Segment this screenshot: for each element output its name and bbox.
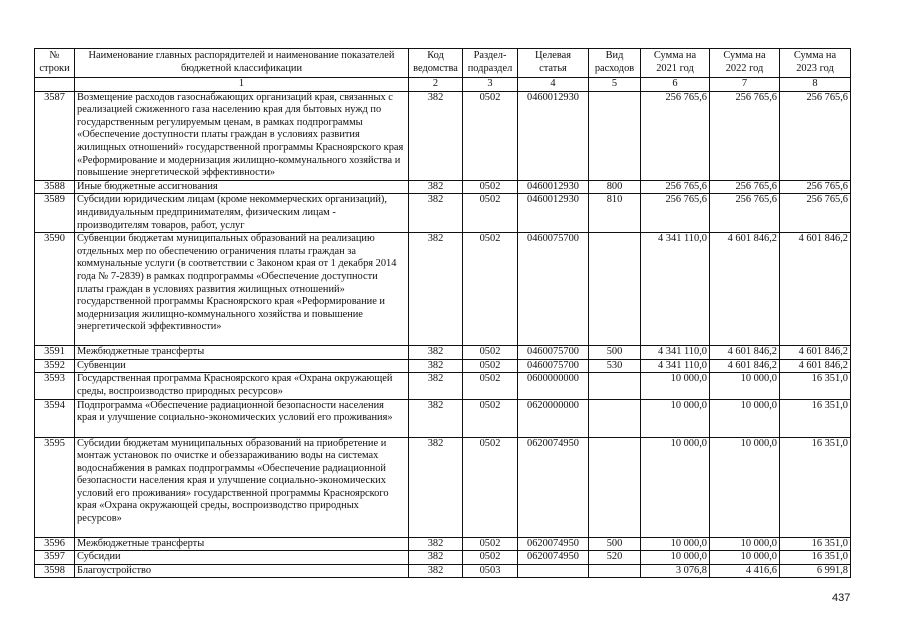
row-name: Межбюджетные трансферты bbox=[75, 346, 409, 360]
row-sum-2021: 10 000,0 bbox=[641, 551, 710, 565]
row-target: 0620074950 bbox=[518, 537, 589, 551]
table-row bbox=[35, 537, 851, 551]
row-target: 0460075700 bbox=[518, 233, 589, 346]
row-expense-type bbox=[589, 233, 641, 346]
row-name: Субвенции бюджетам муниципальных образований на реализацию отдельных мер по обеспечению ограничения платы граждан за коммунальные услуги (в соответствии с Законом края от 1 декабря 2014 года № 7-2839) в рамках подпрограммы «Обеспечение доступности платы граждан в условиях развития жилищных отношений» государственной программы Красноярского края «Реформирование и модернизация жилищно-коммунального хозяйства и повышение энергетической эффективности» bbox=[75, 233, 409, 346]
row-sum-2023: 256 765,6 bbox=[780, 91, 851, 180]
column-number: 3 bbox=[463, 78, 518, 92]
column-number: 8 bbox=[780, 78, 851, 92]
row-section: 0502 bbox=[463, 373, 518, 399]
row-sum-2023: 4 601 846,2 bbox=[780, 233, 851, 346]
row-sum-2022: 10 000,0 bbox=[710, 399, 780, 437]
row-dept-code: 382 bbox=[409, 399, 463, 437]
row-dept-code: 382 bbox=[409, 346, 463, 360]
row-name: Иные бюджетные ассигнования bbox=[75, 180, 409, 194]
row-name: Возмещение расходов газоснабжающих организаций края, связанных с реализацией сжиженного газа населению края для бытовых нужд по государственным регулируемым ценам, в рамках подпрограммы «Обеспечение доступности платы граждан в условиях развития жилищных отношений» государственной программы Красноярского края «Реформирование и модернизация жилищно-коммунального хозяйства и повышение энергетической эффективности» bbox=[75, 91, 409, 180]
row-sum-2021: 10 000,0 bbox=[641, 537, 710, 551]
row-expense-type: 520 bbox=[589, 551, 641, 565]
header-name: Наименование главных распорядителей и наименование показателей бюджетной классификации bbox=[75, 49, 409, 78]
row-target: 0460012930 bbox=[518, 180, 589, 194]
header-section: Раздел- подраздел bbox=[463, 49, 518, 78]
row-section: 0502 bbox=[463, 346, 518, 360]
header-sum-2023: Сумма на 2023 год bbox=[780, 49, 851, 78]
row-sum-2021: 10 000,0 bbox=[641, 399, 710, 437]
row-sum-2022: 256 765,6 bbox=[710, 91, 780, 180]
table-row bbox=[35, 373, 851, 399]
column-number: 7 bbox=[710, 78, 780, 92]
row-section: 0502 bbox=[463, 194, 518, 233]
row-expense-type: 500 bbox=[589, 346, 641, 360]
row-section: 0502 bbox=[463, 359, 518, 373]
header-sum-2022: Сумма на 2022 год bbox=[710, 49, 780, 78]
column-number-row bbox=[35, 78, 851, 92]
row-sum-2022: 4 416,6 bbox=[710, 564, 780, 578]
row-name: Субсидии бюджетам муниципальных образований на приобретение и монтаж установок по очистке и обеззараживанию воды на системах водоснабжения в рамках подпрограммы «Обеспечение радиационной безопасности населения края и улучшение социально-экономических условий его проживания» государственной программы Красноярского края «Охрана окружающей среды, воспроизводство природных ресурсов» bbox=[75, 437, 409, 537]
row-number: 3591 bbox=[35, 346, 75, 360]
header-dept-code: Код ведомства bbox=[409, 49, 463, 78]
column-number: 6 bbox=[641, 78, 710, 92]
row-dept-code: 382 bbox=[409, 91, 463, 180]
row-target: 0600000000 bbox=[518, 373, 589, 399]
row-number: 3595 bbox=[35, 437, 75, 537]
column-number: 1 bbox=[75, 78, 409, 92]
row-number: 3588 bbox=[35, 180, 75, 194]
table-row bbox=[35, 437, 851, 537]
column-number bbox=[35, 78, 75, 92]
row-number: 3596 bbox=[35, 537, 75, 551]
row-sum-2023: 16 351,0 bbox=[780, 399, 851, 437]
row-number: 3587 bbox=[35, 91, 75, 180]
row-name: Субсидии юридическим лицам (кроме некоммерческих организаций), индивидуальным предпринимателям, физическим лицам - производителям товаров, работ, услуг bbox=[75, 194, 409, 233]
row-expense-type: 810 bbox=[589, 194, 641, 233]
budget-table bbox=[34, 48, 851, 578]
row-expense-type bbox=[589, 91, 641, 180]
row-expense-type bbox=[589, 373, 641, 399]
row-sum-2021: 256 765,6 bbox=[641, 194, 710, 233]
row-sum-2023: 16 351,0 bbox=[780, 551, 851, 565]
row-sum-2022: 10 000,0 bbox=[710, 373, 780, 399]
row-section: 0502 bbox=[463, 437, 518, 537]
row-section: 0502 bbox=[463, 233, 518, 346]
row-name: Субвенции bbox=[75, 359, 409, 373]
column-number: 5 bbox=[589, 78, 641, 92]
row-number: 3597 bbox=[35, 551, 75, 565]
row-sum-2022: 4 601 846,2 bbox=[710, 233, 780, 346]
row-target: 0460012930 bbox=[518, 194, 589, 233]
row-sum-2021: 256 765,6 bbox=[641, 180, 710, 194]
row-sum-2023: 16 351,0 bbox=[780, 437, 851, 537]
row-name: Государственная программа Красноярского края «Охрана окружающей среды, воспроизводство природных ресурсов» bbox=[75, 373, 409, 399]
table-row bbox=[35, 346, 851, 360]
row-sum-2021: 256 765,6 bbox=[641, 91, 710, 180]
row-number: 3594 bbox=[35, 399, 75, 437]
row-section: 0502 bbox=[463, 399, 518, 437]
column-number: 2 bbox=[409, 78, 463, 92]
row-expense-type bbox=[589, 437, 641, 537]
row-section: 0502 bbox=[463, 537, 518, 551]
row-dept-code: 382 bbox=[409, 373, 463, 399]
row-number: 3592 bbox=[35, 359, 75, 373]
row-expense-type bbox=[589, 564, 641, 578]
row-expense-type: 530 bbox=[589, 359, 641, 373]
row-number: 3589 bbox=[35, 194, 75, 233]
header-sum-2021: Сумма на 2021 год bbox=[641, 49, 710, 78]
header-row-no: № строки bbox=[35, 49, 75, 78]
row-dept-code: 382 bbox=[409, 180, 463, 194]
row-sum-2021: 4 341 110,0 bbox=[641, 346, 710, 360]
header-expense-type: Вид расходов bbox=[589, 49, 641, 78]
row-expense-type bbox=[589, 399, 641, 437]
row-dept-code: 382 bbox=[409, 551, 463, 565]
row-expense-type: 800 bbox=[589, 180, 641, 194]
table-row bbox=[35, 233, 851, 346]
row-sum-2023: 4 601 846,2 bbox=[780, 359, 851, 373]
row-section: 0502 bbox=[463, 91, 518, 180]
row-sum-2021: 10 000,0 bbox=[641, 437, 710, 537]
row-sum-2023: 4 601 846,2 bbox=[780, 346, 851, 360]
row-sum-2022: 256 765,6 bbox=[710, 180, 780, 194]
column-number: 4 bbox=[518, 78, 589, 92]
header-row bbox=[35, 49, 851, 78]
row-dept-code: 382 bbox=[409, 564, 463, 578]
table-row bbox=[35, 399, 851, 437]
row-sum-2023: 256 765,6 bbox=[780, 194, 851, 233]
row-section: 0502 bbox=[463, 180, 518, 194]
table-row bbox=[35, 564, 851, 578]
budget-document bbox=[34, 48, 851, 578]
row-sum-2021: 10 000,0 bbox=[641, 373, 710, 399]
header-target: Целевая статья bbox=[518, 49, 589, 78]
row-sum-2022: 10 000,0 bbox=[710, 537, 780, 551]
row-sum-2022: 4 601 846,2 bbox=[710, 346, 780, 360]
row-target: 0620000000 bbox=[518, 399, 589, 437]
row-sum-2022: 10 000,0 bbox=[710, 551, 780, 565]
row-number: 3598 bbox=[35, 564, 75, 578]
page-number: 437 bbox=[832, 592, 851, 604]
row-sum-2021: 4 341 110,0 bbox=[641, 233, 710, 346]
row-target: 0620074950 bbox=[518, 551, 589, 565]
table-row bbox=[35, 551, 851, 565]
row-sum-2022: 10 000,0 bbox=[710, 437, 780, 537]
row-name: Подпрограмма «Обеспечение радиационной безопасности населения края и улучшение социально-экономических условий его проживания» bbox=[75, 399, 409, 437]
row-sum-2023: 256 765,6 bbox=[780, 180, 851, 194]
row-expense-type: 500 bbox=[589, 537, 641, 551]
row-dept-code: 382 bbox=[409, 437, 463, 537]
row-target: 0460075700 bbox=[518, 346, 589, 360]
row-sum-2022: 4 601 846,2 bbox=[710, 359, 780, 373]
row-sum-2022: 256 765,6 bbox=[710, 194, 780, 233]
row-section: 0502 bbox=[463, 551, 518, 565]
row-target: 0620074950 bbox=[518, 437, 589, 537]
table-row bbox=[35, 359, 851, 373]
row-name: Благоустройство bbox=[75, 564, 409, 578]
table-row bbox=[35, 180, 851, 194]
row-dept-code: 382 bbox=[409, 537, 463, 551]
row-target: 0460012930 bbox=[518, 91, 589, 180]
table-row bbox=[35, 91, 851, 180]
row-sum-2023: 16 351,0 bbox=[780, 537, 851, 551]
row-dept-code: 382 bbox=[409, 233, 463, 346]
row-target bbox=[518, 564, 589, 578]
row-sum-2021: 4 341 110,0 bbox=[641, 359, 710, 373]
row-dept-code: 382 bbox=[409, 194, 463, 233]
table-row bbox=[35, 194, 851, 233]
row-dept-code: 382 bbox=[409, 359, 463, 373]
row-sum-2023: 6 991,8 bbox=[780, 564, 851, 578]
row-number: 3593 bbox=[35, 373, 75, 399]
row-name: Межбюджетные трансферты bbox=[75, 537, 409, 551]
row-name: Субсидии bbox=[75, 551, 409, 565]
row-sum-2023: 16 351,0 bbox=[780, 373, 851, 399]
row-sum-2021: 3 076,8 bbox=[641, 564, 710, 578]
row-target: 0460075700 bbox=[518, 359, 589, 373]
row-number: 3590 bbox=[35, 233, 75, 346]
row-section: 0503 bbox=[463, 564, 518, 578]
